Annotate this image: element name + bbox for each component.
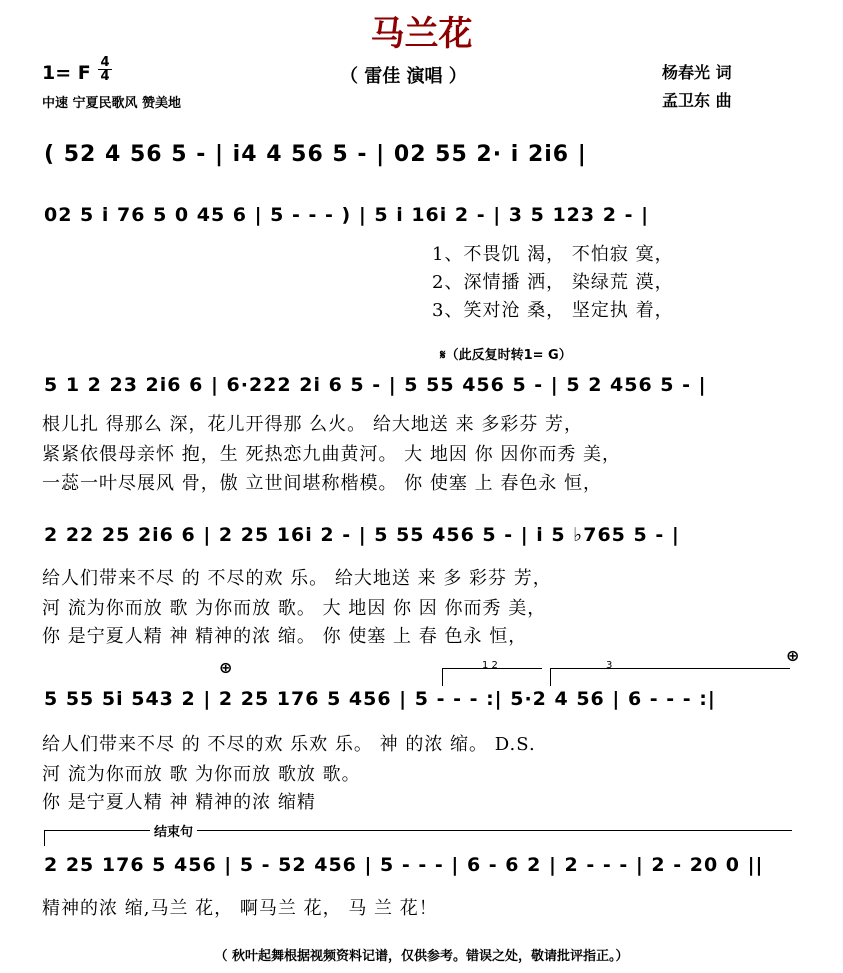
singer-credit: （ 雷佳 演唱 ） <box>340 66 467 87</box>
notation-row-3: 5 1 2 23 2i6 6 | 6·222 2i 6 5 - | 5 55 456 5 - | 5 2 456 5 - | <box>44 374 707 396</box>
volta-2-label: 3 <box>606 660 613 671</box>
lyric-row-5-verse-2: 河 流为你而放 歌 为你而放 歌放 歌。 <box>42 764 361 785</box>
lyricist-credit: 杨春光 词 <box>662 63 732 82</box>
coda-sign-2: ⊕ <box>786 646 800 665</box>
notation-row-6: 2 25 176 5 456 | 5 - 52 456 | 5 - - - | 6 - 6 2 | 2 - - - | 2 - 20 0 || <box>44 854 764 876</box>
key-signature: 1= F <box>42 62 91 84</box>
meter-bottom: 4 <box>100 69 110 84</box>
lyric-row-4-verse-1: 给人们带来不尽 的 不尽的欢 乐。 给大地送 来 多 彩芬 芳， <box>42 568 552 589</box>
song-title: 马兰花 <box>370 14 473 54</box>
notation-row-2: 02 5 i 76 5 0 45 6 | 5 - - - ) | 5 i 16i 2 - | 3 5 123 2 - | <box>44 204 650 226</box>
lyric-row-4-verse-2: 河 流为你而放 歌 为你而放 歌。 大 地因 你 因 你而秀 美， <box>42 598 547 619</box>
coda-sign-1: ⊕ <box>219 658 233 677</box>
notation-row-4: 2 22 25 2i6 6 | 2 25 16i 2 - | 5 55 456 5 - | i 5 ♭765 5 - | <box>44 524 680 546</box>
tempo-marking: 中速 宁夏民歌风 赞美地 <box>42 96 182 111</box>
lyric-row-4-verse-3: 你 是宁夏人精 神 精神的浓 缩。 你 使塞 上 春 色永 恒， <box>42 626 528 647</box>
lyric-row-3-verse-2: 紧紧依偎母亲怀 抱，生 死热恋九曲黄河。 大 地因 你 因你而秀 美， <box>42 444 622 465</box>
segno-instruction: 𝄋（此反复时转1= G） <box>440 348 572 363</box>
lyric-row-3-verse-1: 根儿扎 得那么 深，花儿开得那 么火。 给大地送 来 多彩芬 芳， <box>42 414 584 435</box>
lyric-row-5-verse-3: 你 是宁夏人精 神 精神的浓 缩精 <box>42 792 316 813</box>
volta-1-label: 1 2 <box>482 660 498 671</box>
meter-top: 4 <box>100 55 110 70</box>
lyric-row-6: 精神的浓 缩,马兰 花， 啊马兰 花， 马 兰 花！ <box>42 898 438 919</box>
lyric-row-5-verse-1: 给人们带来不尽 的 不尽的欢 乐欢 乐。 神 的浓 缩。 D.S. <box>42 734 536 755</box>
lyric-row-2-verse-2: 2、深情播 洒， 染绿荒 漠， <box>432 272 674 293</box>
ending-section-label: 结束句 <box>150 821 197 840</box>
notation-row-1: ( 52 4 56 5 - | i4 4 56 5 - | 02 55 2· i 2i6 | <box>44 142 587 167</box>
time-signature <box>98 56 112 83</box>
lyric-row-2-verse-3: 3、笑对沧 桑， 坚定执 着， <box>432 300 674 321</box>
composer-credit: 孟卫东 曲 <box>662 91 732 110</box>
transcription-note: （ 秋叶起舞根据视频资料记谱，仅供参考。错误之处，敬请批评指正。） <box>214 949 629 964</box>
notation-row-5: 5 55 5i 543 2 | 2 25 176 5 456 | 5 - - - :| 5·2 4 56 | 6 - - - :| <box>44 688 716 710</box>
lyric-row-2-verse-1: 1、不畏饥 渴， 不怕寂 寞， <box>432 244 674 265</box>
lyric-row-3-verse-3: 一蕊一叶尽展风 骨，傲 立世间堪称楷模。 你 使塞 上 春色永 恒， <box>42 473 603 494</box>
